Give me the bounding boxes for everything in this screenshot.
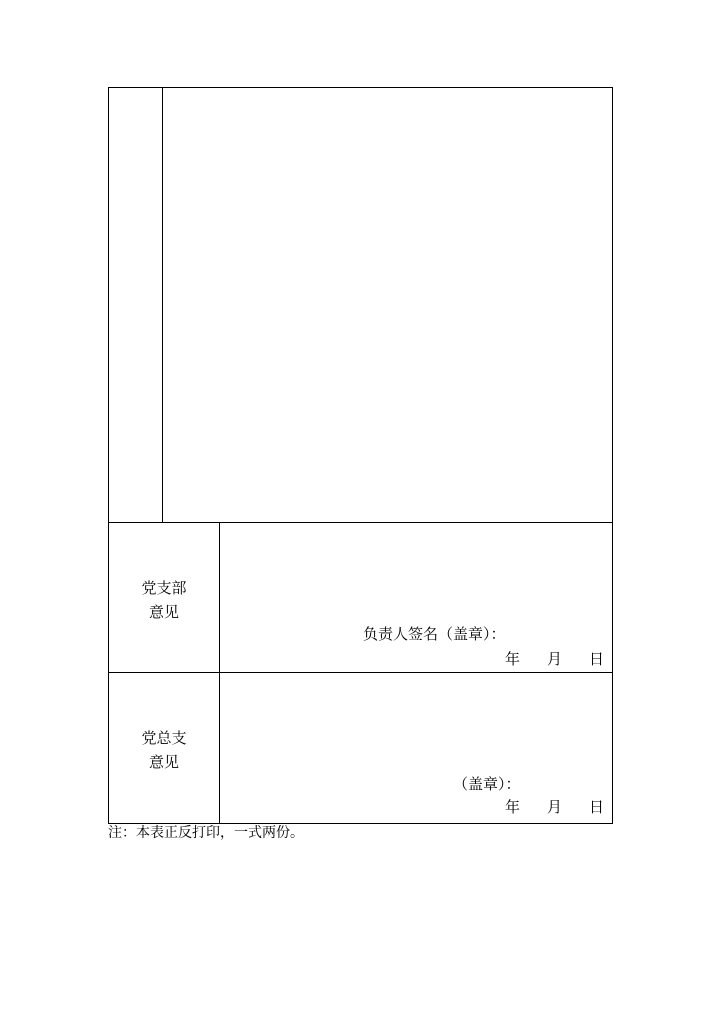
general-branch-date xyxy=(0,797,720,817)
row-divider-2 xyxy=(108,672,613,673)
table-right-border xyxy=(612,87,613,824)
top-section-divider xyxy=(162,87,163,523)
date-day: 日 xyxy=(589,650,605,668)
label-column-divider xyxy=(219,522,220,824)
date-day: 日 xyxy=(589,798,605,816)
row-divider-1 xyxy=(108,522,613,523)
date-month: 月 xyxy=(547,650,563,668)
footer-note: 注：本表正反打印，一式两份。 xyxy=(108,825,304,841)
date-month: 月 xyxy=(547,798,563,816)
date-year: 年 xyxy=(505,650,521,668)
party-branch-date xyxy=(0,649,720,669)
signature-label: 负责人签名（盖章）： xyxy=(363,625,506,643)
general-branch-label-line1: 党总支 xyxy=(141,729,187,747)
date-year: 年 xyxy=(505,798,521,816)
general-branch-label xyxy=(109,726,219,774)
table-top-border xyxy=(108,87,613,88)
party-branch-label-line1: 党支部 xyxy=(141,579,187,597)
table-left-border xyxy=(108,87,109,824)
general-branch-label-line2: 意见 xyxy=(148,753,179,771)
party-branch-label-line2: 意见 xyxy=(148,603,179,621)
seal-label: （盖章）： xyxy=(453,775,521,793)
party-branch-label xyxy=(109,576,219,624)
